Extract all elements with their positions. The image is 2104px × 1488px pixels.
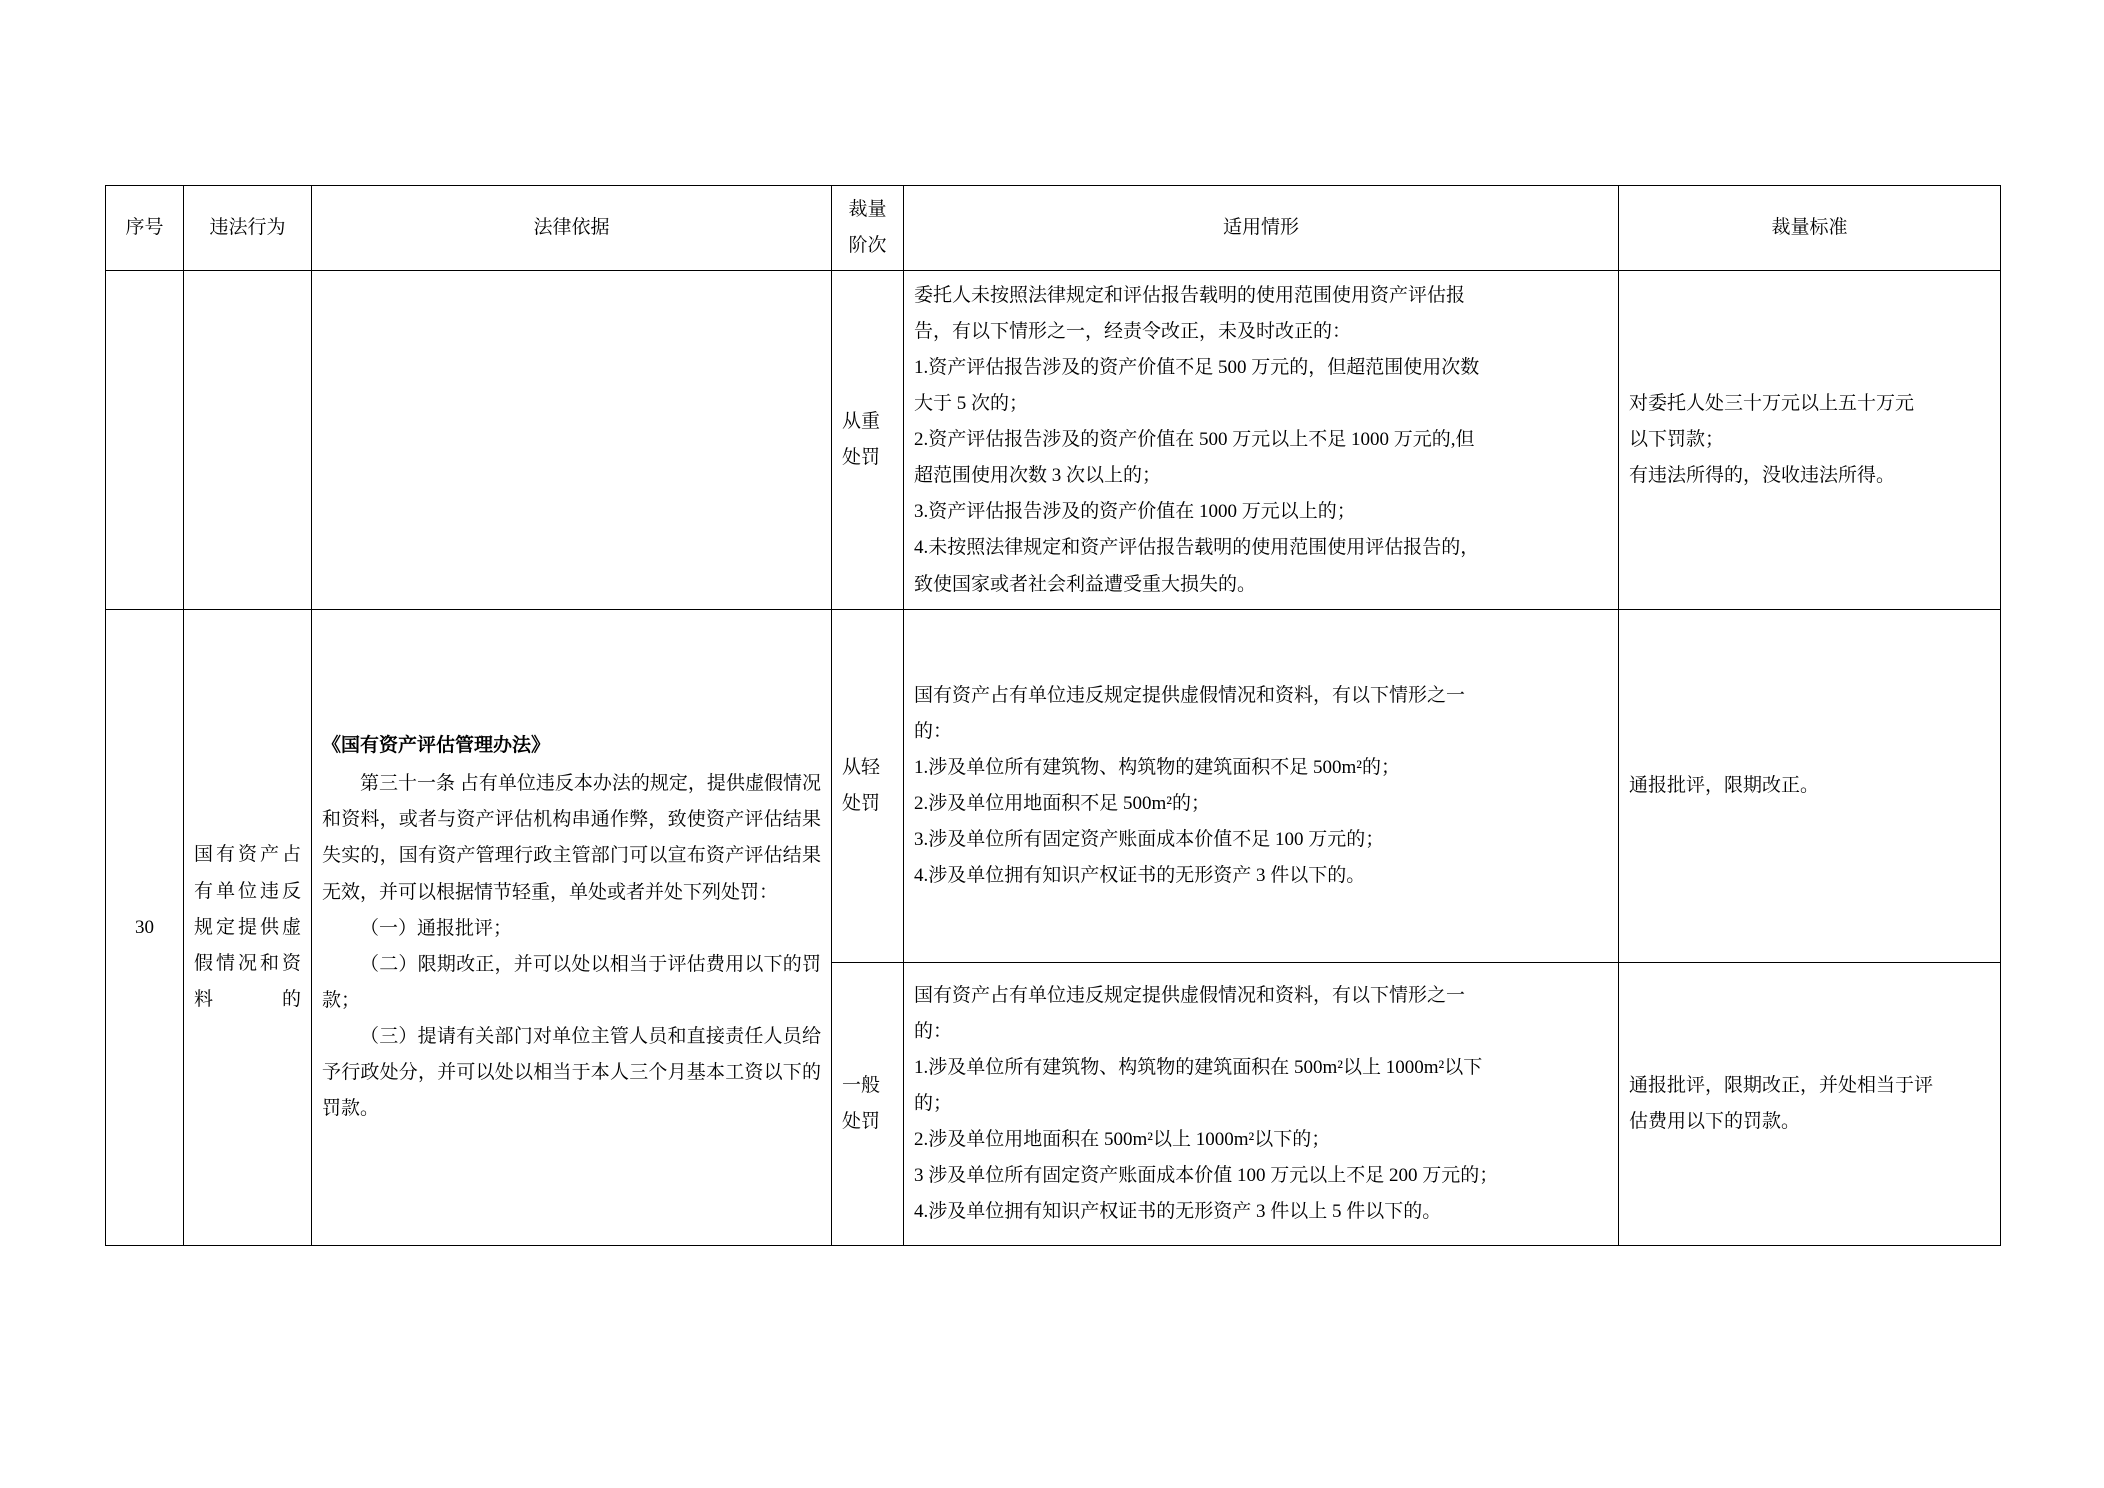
law-paragraph: （一）通报批评； xyxy=(360,917,513,939)
case-line: 委托人未按照法律规定和评估报告载明的使用范围使用资产评估报 xyxy=(914,284,1466,306)
case-line: 1.涉及单位所有建筑物、构筑物的建筑面积不足 500m²的； xyxy=(914,757,1400,779)
standard-line: 以下罚款； xyxy=(1629,429,1725,451)
case-line: 2.涉及单位用地面积不足 500m²的； xyxy=(914,793,1210,815)
header-cell-stage xyxy=(832,186,904,271)
case-line: 4.未按照法律规定和资产评估报告载明的使用范围使用评估报告的， xyxy=(914,537,1480,559)
header-cell-legal-basis: 法律依据 xyxy=(312,186,832,271)
cell-seq-continued xyxy=(106,271,184,610)
case-line: 1.资产评估报告涉及的资产价值不足 500 万元的，但超范围使用次数 xyxy=(914,356,1480,378)
stage-line-1: 从重 xyxy=(842,411,881,433)
cell-violation-continued xyxy=(184,271,312,610)
case-line: 超范围使用次数 3 次以上的； xyxy=(914,465,1162,487)
case-line: 3.涉及单位所有固定资产账面成本价值不足 100 万元的； xyxy=(914,829,1385,851)
cell-legal-basis-continued xyxy=(312,271,832,610)
cell-stage-light xyxy=(832,610,904,963)
cell-standard-general xyxy=(1619,963,2001,1246)
header-cell-violation: 违法行为 xyxy=(184,186,312,271)
case-line: 2.资产评估报告涉及的资产价值在 500 万元以上不足 1000 万元的,但 xyxy=(914,429,1475,451)
stage-line-2: 处罚 xyxy=(842,1111,881,1133)
discretion-standards-table xyxy=(105,185,2001,1246)
cell-applicable-case-general xyxy=(904,963,1619,1246)
header-stage-line-2: 阶次 xyxy=(848,235,887,257)
header-cell-applicable-case: 适用情形 xyxy=(904,186,1619,271)
law-paragraph: 第三十一条 占有单位违反本办法的规定，提供虚假情况和资料，或者与资产评估机构串通作弊，致使资产评估结果失实的，国有资产管理行政主管部门可以宣布资产评估结果无效，并可以根据情节轻重，单处或者并处下列处罚： xyxy=(322,773,821,903)
law-paragraph: （三）提请有关部门对单位主管人员和直接责任人员给予行政处分，并可以处以相当于本人三个月基本工资以下的罚款。 xyxy=(322,1025,821,1120)
table-row xyxy=(106,610,2001,963)
case-line: 3 涉及单位所有固定资产账面成本价值 100 万元以上不足 200 万元的； xyxy=(914,1165,1499,1187)
case-line: 3.资产评估报告涉及的资产价值在 1000 万元以上的； xyxy=(914,501,1356,523)
standard-line: 通报批评，限期改正，并处相当于评 xyxy=(1629,1075,1934,1097)
table-header-row xyxy=(106,186,2001,271)
case-line: 国有资产占有单位违反规定提供虚假情况和资料，有以下情形之一 xyxy=(914,984,1466,1006)
case-line: 的： xyxy=(914,1020,953,1042)
law-paragraph: （二）限期改正，并可以处以相当于评估费用以下的罚款； xyxy=(322,953,821,1011)
law-body xyxy=(322,766,821,1127)
cell-standard-light xyxy=(1619,610,2001,963)
case-line: 致使国家或者社会利益遭受重大损失的。 xyxy=(914,573,1257,595)
law-title: 《国有资产评估管理办法》 xyxy=(322,735,551,757)
cell-stage-severe xyxy=(832,271,904,610)
case-line: 大于 5 次的； xyxy=(914,393,1029,415)
table-row xyxy=(106,271,2001,610)
case-line: 4.涉及单位拥有知识产权证书的无形资产 3 件以下的。 xyxy=(914,865,1366,887)
standard-line: 通报批评，限期改正。 xyxy=(1629,775,1820,797)
header-cell-standard: 裁量标准 xyxy=(1619,186,2001,271)
cell-standard-severe xyxy=(1619,271,2001,610)
cell-applicable-case-severe xyxy=(904,271,1619,610)
stage-line-1: 一般 xyxy=(842,1075,881,1097)
case-line: 1.涉及单位所有建筑物、构筑物的建筑面积在 500m²以上 1000m²以下 xyxy=(914,1057,1483,1079)
standard-line: 有违法所得的，没收违法所得。 xyxy=(1629,465,1896,487)
case-line: 国有资产占有单位违反规定提供虚假情况和资料，有以下情形之一 xyxy=(914,684,1466,706)
cell-legal-basis-30 xyxy=(312,610,832,1246)
case-line: 告，有以下情形之一，经责令改正，未及时改正的： xyxy=(914,320,1352,342)
cell-stage-general xyxy=(832,963,904,1246)
stage-line-1: 从轻 xyxy=(842,757,881,779)
cell-violation-30: 国有资产占有单位违反规定提供虚假情况和资料的 xyxy=(184,610,312,1246)
case-line: 的： xyxy=(914,721,953,742)
cell-seq-30: 30 xyxy=(106,610,184,1246)
case-line: 2.涉及单位用地面积在 500m²以上 1000m²以下的； xyxy=(914,1129,1331,1151)
stage-line-2: 处罚 xyxy=(842,793,881,815)
stage-line-2: 处罚 xyxy=(842,447,881,469)
case-line: 的； xyxy=(914,1093,953,1115)
header-cell-seq: 序号 xyxy=(106,186,184,271)
standard-line: 估费用以下的罚款。 xyxy=(1629,1111,1801,1133)
header-stage-line-1: 裁量 xyxy=(848,199,887,220)
case-line: 4.涉及单位拥有知识产权证书的无形资产 3 件以上 5 件以下的。 xyxy=(914,1201,1442,1223)
standard-line: 对委托人处三十万元以上五十万元 xyxy=(1629,393,1915,415)
cell-applicable-case-light xyxy=(904,610,1619,963)
